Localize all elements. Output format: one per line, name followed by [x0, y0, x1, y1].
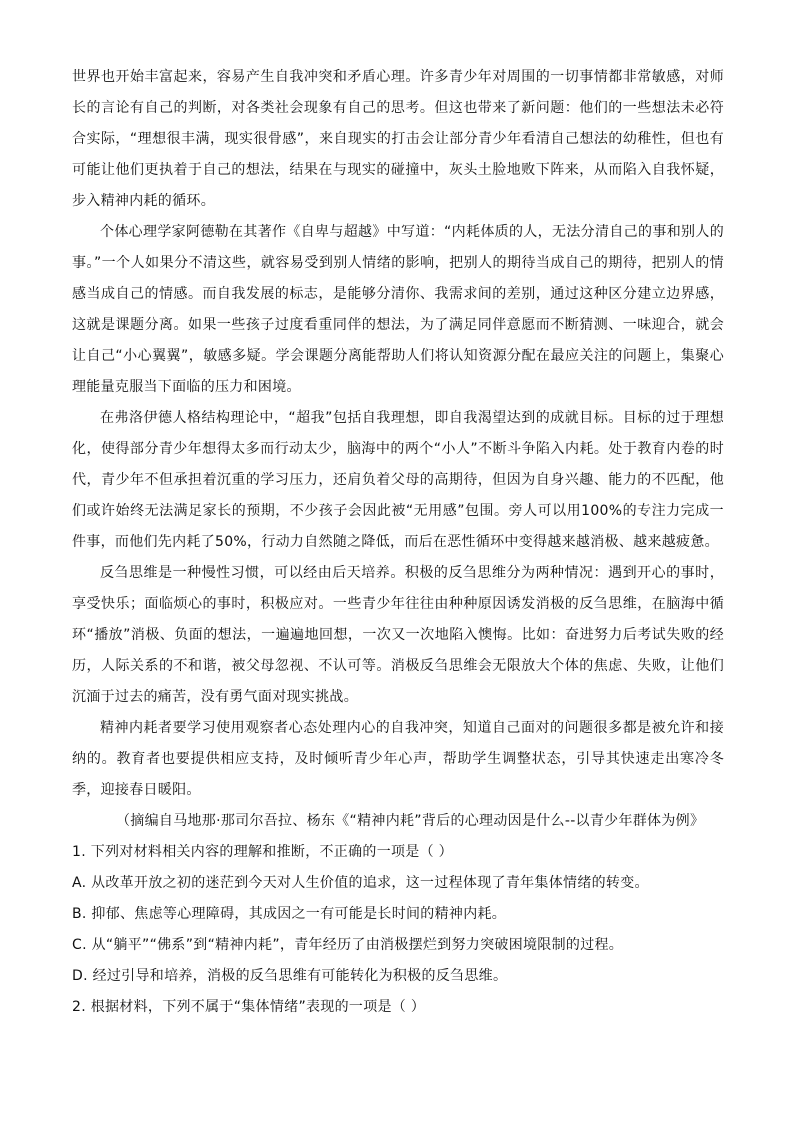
question-1-option-c: C. 从“躺平”“佛系”到“精神内耗”，青年经历了由消极摆烂到努力突破困境限制的过程。 [72, 937, 624, 953]
question-2-stem: 2. 根据材料，下列不属于“集体情绪”表现的一项是（ ） [72, 999, 426, 1015]
question-1-option-d: D. 经过引导和培养，消极的反刍思维有可能转化为积极的反刍思维。 [72, 968, 508, 984]
question-1-stem: 1. 下列对材料相关内容的理解和推断，不正确的一项是（ ） [72, 844, 453, 860]
paragraph-conclusion: 精神内耗者要学习使用观察者心态处理内心的自我冲突，知道自己面对的问题很多都是被允许和接纳的。教育者也要提供相应支持，及时倾听青少年心声，帮助学生调整状态，引导其快速走出寒冷冬季，迎接春日暖阳。 [72, 720, 724, 798]
paragraph-rumination: 反刍思维是一种慢性习惯，可以经由后天培养。积极的反刍思维分为两种情况：遇到开心的事时，享受快乐；面临烦心的事时，积极应对。一些青少年往往由种种原因诱发消极的反刍思维，在脑海中循环“播放”消极、负面的想法，一遍遍地回想，一次又一次地陷入懊悔。比如：奋进努力后考试失败的经历，人际关系的不和谐，被父母忽视、不认可等。消极反刍思维会无限放大个体的焦虑、失败，让他们沉湎于过去的痛苦，没有勇气面对现实挑战。 [72, 565, 724, 705]
document-page [72, 62, 724, 1023]
paragraph-continuation: 世界也开始丰富起来，容易产生自我冲突和矛盾心理。许多青少年对周围的一切事情都非常敏感，对师长的言论有自己的判断，对各类社会现象有自己的思考。但这也带来了新问题：他们的一些想法未必符合实际，“理想很丰满，现实很骨感”，来自现实的打击会让部分青少年看清自己想法的幼稚性，但也有可能让他们更执着于自己的想法，结果在与现实的碰撞中，灰头土脸地败下阵来，从而陷入自我怀疑，步入精神内耗的循环。 [72, 69, 724, 209]
source-citation: （摘编自马地那·那司尔吾拉、杨东《“精神内耗”背后的心理动因是什么--以青少年群体为例》 [116, 813, 705, 829]
question-2 [72, 992, 724, 1023]
question-1-option-a: A. 从改革开放之初的迷茫到今天对人生价值的追求，这一过程体现了青年集体情绪的转变。 [72, 875, 649, 891]
question-1-option-b: B. 抑郁、焦虑等心理障碍，其成因之一有可能是长时间的精神内耗。 [72, 906, 507, 922]
paragraph-freud: 在弗洛伊德人格结构理论中，“超我”包括自我理想，即自我渴望达到的成就目标。目标的过于理想化，使得部分青少年想得太多而行动太少，脑海中的两个“小人”不断斗争陷入内耗。处于教育内卷的时代，青少年不但承担着沉重的学习压力，还肩负着父母的高期待，但因为自身兴趣、能力的不匹配，他们或许始终无法满足家长的预期，不少孩子会因此被“无用感”包围。旁人可以用100%的专注力完成一件事，而他们先内耗了50%，行动力自然随之降低，而后在恶性循环中变得越来越消极、越来越疲惫。 [72, 410, 724, 550]
paragraph-adler: 个体心理学家阿德勒在其著作《自卑与超越》中写道：“内耗体质的人，无法分清自己的事和别人的事。”一个人如果分不清这些，就容易受到别人情绪的影响，把别人的期待当成自己的期待，把别人的情感当成自己的情感。而自我发展的标志，是能够分清你、我需求间的差别，通过这种区分建立边界感，这就是课题分离。如果一些孩子过度看重同伴的想法，为了满足同伴意愿而不断猜测、一味迎合，就会让自己“小心翼翼”，敏感多疑。学会课题分离能帮助人们将认知资源分配在最应关注的问题上，集聚心理能量克服当下面临的压力和困境。 [72, 224, 724, 395]
question-1 [72, 837, 724, 992]
